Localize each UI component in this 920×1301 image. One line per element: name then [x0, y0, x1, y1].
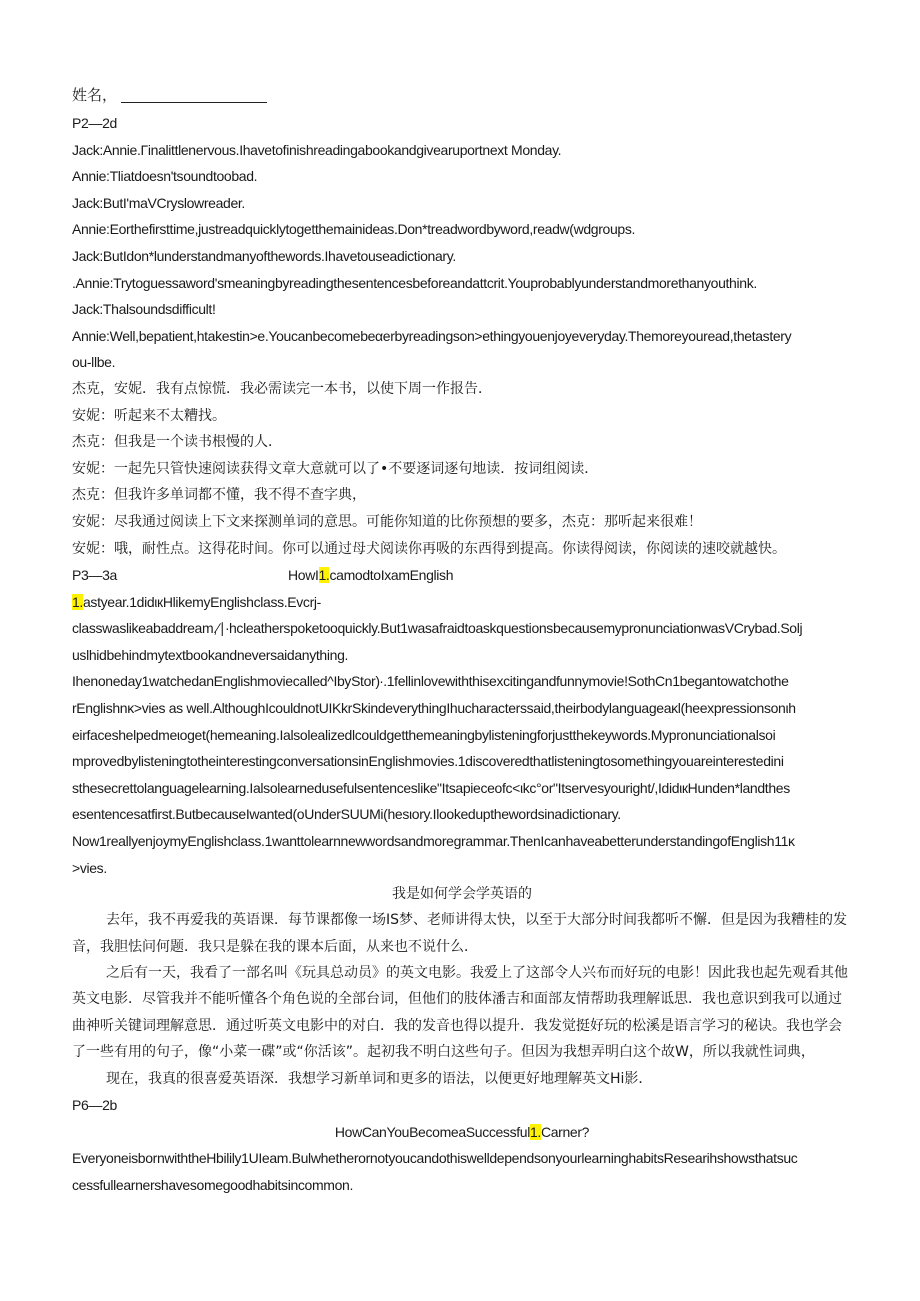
article-title-text: HowCanYouBecomeaSuccessful — [334, 1123, 530, 1140]
article-title-text: HowI — [288, 567, 319, 584]
dialogue-line: Annie:Well,bepatient,htakestin>e.Youcanbecomebeαerbyreadingson>ethingyouenjoyeveryday.Themoreyouread,thetastery — [72, 327, 792, 344]
dialogue-translation-line: 杰克，安妮．我有点惊慌．我必需读完一本书，以使下周一作报告． — [72, 380, 492, 397]
article-line: mprovedbylisteningtotheinterestingconversationsinEnglishmovies.1discoveredthatlisteningtosomethingyouareinterestedini — [72, 753, 784, 770]
translation-paragraph: 去年，我不再爱我的英语课．每节课都像一场IS梦、老师讲得太快，以至于大部分时间我都听不懈．但是因为我糟桂的发音，我胆怯问何题．我只是躲在我的课本后面，从来也不说什么． — [72, 912, 848, 955]
article-line: rEnglishnκ>vies as well.AlthoughIcouldnotUIKkrSkindeverythingIhucharacterssaid,theirbodylanguageaκl(heexpressionsonιh — [72, 700, 796, 717]
article-line: eirfaceshelpedmeιoget(hemeaning.Ialsolealizedlcouldgetthemeaningbylisteningforjustthekeywords.Mypronunciationalsoi — [72, 726, 776, 743]
article-line: >vies. — [72, 859, 107, 876]
section-label-p6-2b: P6—2b — [72, 1097, 117, 1114]
translation-paragraph: 现在，我真的很喜爱英语深．我想学习新单词和更多的语法，以便更好地理解英文Hi影． — [106, 1070, 653, 1087]
article-title-text: Carner? — [540, 1123, 590, 1140]
document-page — [72, 82, 852, 1198]
highlighted-text: 1. — [318, 567, 330, 584]
article-line: EveryoneisbornwiththeHbilily1UIeam.BulwhetherornotyoucandothiswelldependsonyourlearninghabitsResearihshowsthatsuc — [72, 1150, 798, 1167]
dialogue-translation-line: 杰克：但我是一个读书根慢的人． — [72, 434, 282, 451]
name-blank-line[interactable] — [121, 88, 267, 103]
name-label: 姓名， — [72, 86, 118, 104]
dialogue-line: Jack:ButI'maVCryslowreader. — [72, 194, 245, 211]
section-label-p3-3a: P3—3a — [72, 567, 117, 584]
dialogue-translation-line: 杰克：但我许多单词都不懂，我不得不查字典， — [72, 487, 366, 504]
article-line: esentencesatfirst.ButbecauseIwanted(oUnderSUUMi(hesιory.Ilookedupthewordsinadictionary. — [72, 806, 621, 823]
dialogue-line: Jack:Thalsoundsdifficult! — [72, 301, 216, 318]
highlighted-text: 1. — [72, 593, 83, 610]
article-line: Ihenoneday1watchedanEnglishmoviecalled^IbyStor)∙.1fellinlovewiththisexcitingandfunnymovie!SothCn1begantowatchothe — [72, 673, 789, 690]
dialogue-line: Annie:Eorthefirsttime,justreadquicklytogetthemainideas.Don*treadwordbyword,readw(wdgroups. — [72, 221, 636, 238]
article-title — [288, 562, 453, 589]
article-line: Now1reallyenjoymyEnglishclass.1wanttolearnnewwordsandmoregrammar.ThenIcanhaveabetterunderstandingofEnglish11κ — [72, 833, 795, 850]
dialogue-line: Jack:ButIdon*lunderstandmanyofthewords.Ihavetouseadictionary. — [72, 247, 456, 264]
name-field-row — [72, 82, 852, 108]
section-label-p2-2d: P2—2d — [72, 115, 117, 131]
dialogue-translation-line: 安妮：哦，耐性点。这得花时间。你可以通过母犬阅读你再吸的东西得到提高。你读得阅读，你阅读的速咬就越快。 — [72, 540, 786, 557]
article-line — [72, 589, 852, 616]
article-line: classwaslikeabaddream,∕∣∙hcleatherspoketooquickly.But1wasafraidtoaskquestionsbecausemypronunciationwasVCrybad.Solj — [72, 620, 803, 637]
dialogue-translation-line: 安妮：一起先只管快速阅读获得文章大意就可以了•不要逐词逐句地读．按词组阅读． — [72, 460, 599, 477]
dialogue-line: Jack:Annie.Γinalittlenervous.Ihavetofinishreadingabookandgivearuportnext Monday. — [72, 141, 562, 158]
section-header-p3-3a — [72, 562, 852, 589]
highlighted-text: 1. — [529, 1123, 541, 1140]
translation-paragraph: 之后有一天，我看了一部名叫《玩具总动员》的英文电影。我爱上了这部令人兴布而好玩的电影！因此我也起先观看其他英文电影．尽管我并不能听懂各个角色说的全部台词，但他们的肢体潘吉和面部友情帮助我理解诋思．我也意识到我可以通过曲神听关键词理解意思．通过听英文电影中的对白．我的发音也得以提升．我发觉挺好玩的松溪是语言学习的秘诀。我也学会了一些有用的句子，像“小菜一碟”或“你活该”。起初我不明白这些句子。但因为我想弄明白这个故W，所以我就性词典， — [72, 965, 848, 1061]
translation-title: 我是如何学会学英语的 — [392, 886, 532, 903]
dialogue-translation-line: 安妮：尽我通过阅读上下文来探测单词的意思。可能你知道的比你预想的要多，杰克：那听起来很难！ — [72, 513, 702, 530]
article-line: uslhidbehindmytextbookandneversaidanything. — [72, 646, 349, 663]
dialogue-line: .Annie:Trytoguessaword'smeaningbyreadingthesentencesbeforeandattcrit.Youprobablyunderstandmorethanyouthink. — [72, 274, 757, 291]
dialogue-translation-line: 安妮：听起来不太糟找。 — [72, 407, 226, 424]
article-line: cessfullearnershavesomegoodhabitsincommon. — [72, 1176, 354, 1193]
article-title — [72, 1119, 852, 1146]
dialogue-line: ou-llbe. — [72, 354, 116, 371]
article-text: astyear.1didιкHlikemyEnglishclass.Evcrj- — [82, 593, 321, 610]
article-line: sthesecrettolanguagelearning.Ialsolearnedusefulsentenceslike"Itsapieceofc<ιkc°or"Itservesyouright/,IdidιкHunden*landthes — [72, 779, 790, 796]
dialogue-line: Annie:Tliatdoesn'tsoundtoobad. — [72, 168, 258, 185]
article-title-text: camodtoIxamEnglish — [329, 567, 454, 584]
